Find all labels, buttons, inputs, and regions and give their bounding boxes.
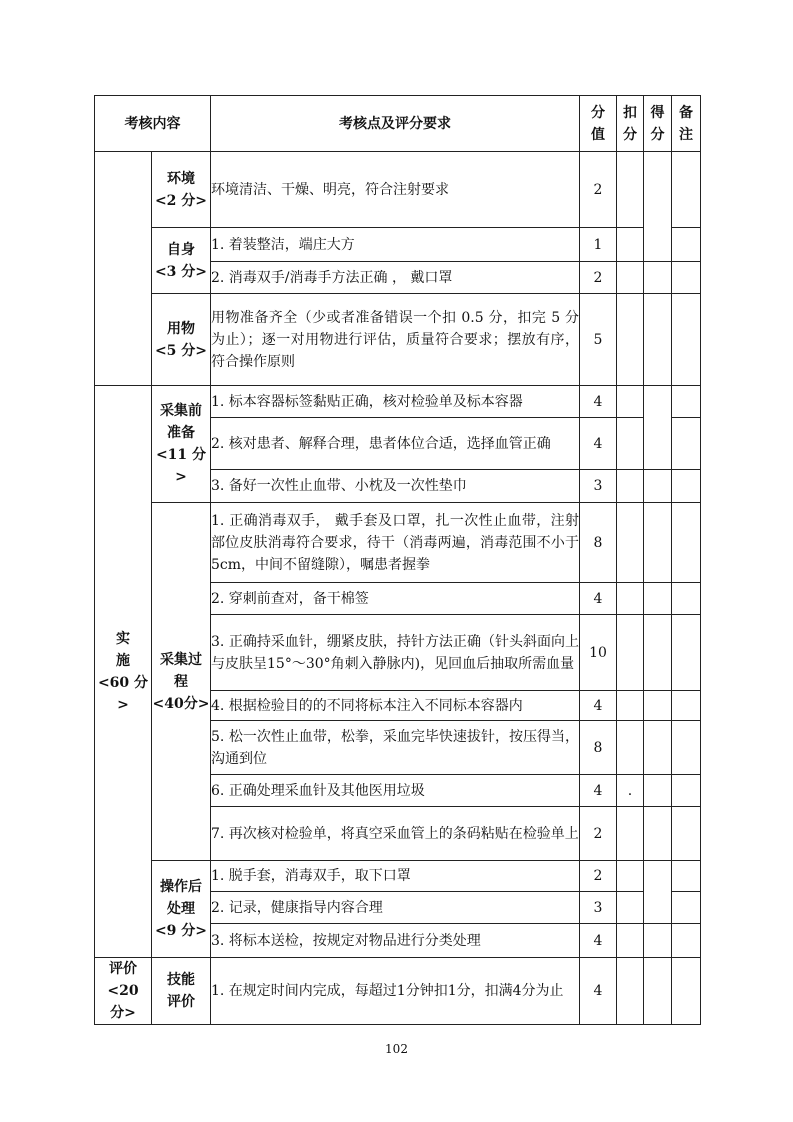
table-row [95,152,701,228]
header-criteria: 考核点及评分要求 [211,96,580,152]
note-cell [672,807,701,861]
proc-score-1: 8 [580,503,617,583]
note-cell [672,615,701,691]
got-cell [644,721,672,775]
proc-criteria-2: 2. 穿刺前查对，备干棉签 [211,583,580,615]
deduct-cell [617,691,644,721]
note-cell [672,775,701,807]
proc-criteria-3: 3. 正确持采血针，绷紧皮肤，持针方法正确（针头斜面向上与皮肤呈15°～30°角刺入静脉内)，见回血后抽取所需血量 [211,615,580,691]
post-score-3: 4 [580,924,617,958]
note-cell [672,503,701,583]
prep-section-blank [95,152,152,386]
got-cell [644,775,672,807]
pre-score-3: 3 [580,470,617,503]
post-score-2: 3 [580,892,617,924]
proc-score-4: 4 [580,691,617,721]
pre-score-2: 4 [580,418,617,470]
deduct-cell [617,503,644,583]
self-score-2: 2 [580,262,617,294]
eval-section-label: 评价<20 分> [95,958,152,1025]
deduct-cell [617,294,644,386]
eval-sub-label: 技能 评价 [152,958,211,1025]
proc-score-3: 10 [580,615,617,691]
header-note: 备 注 [672,96,701,152]
env-criteria: 环境清洁、干燥、明亮，符合注射要求 [211,152,580,228]
got-cell [644,470,672,503]
note-cell [672,721,701,775]
table-row [95,386,701,418]
got-cell [644,691,672,721]
eval-score-1: 4 [580,958,617,1025]
proc-score-7: 2 [580,807,617,861]
pre-criteria-1: 1. 标本容器标签黏贴正确，核对检验单及标本容器 [211,386,580,418]
note-cell [672,386,701,418]
deduct-cell [617,958,644,1025]
header-deduct: 扣 分 [617,96,644,152]
proc-score-5: 8 [580,721,617,775]
got-cell [644,294,672,386]
deduct-cell [617,228,644,262]
note-cell [672,470,701,503]
table-row [95,503,701,583]
post-score-1: 2 [580,861,617,892]
self-criteria-2: 2. 消毒双手/消毒手方法正确 ， 戴口罩 [211,262,580,294]
proc-criteria-4: 4. 根据检验目的的不同将标本注入不同标本容器内 [211,691,580,721]
impl-section-label: 实 施 <60 分> [95,386,152,958]
note-cell [672,861,701,892]
table-row [95,294,701,386]
pre-score-1: 4 [580,386,617,418]
eval-criteria-1: 1. 在规定时间内完成，每超过1分钟扣1分，扣满4分为止 [211,958,580,1025]
note-cell [672,228,701,262]
self-score-1: 1 [580,228,617,262]
got-cell [644,152,672,262]
goods-criteria: 用物准备齐全（少或者准备错误一个扣 0.5 分，扣完 5 分为止）；逐一对用物进行评估，质量符合要求；摆放有序，符合操作原则 [211,294,580,386]
deduct-cell [617,861,644,892]
note-cell [672,892,701,924]
got-cell [644,807,672,861]
note-cell [672,152,701,228]
got-cell [644,262,672,294]
table-row [95,861,701,892]
deduct-cell [617,721,644,775]
note-cell [672,294,701,386]
post-label: 操作后 处理 <9 分> [152,861,211,958]
got-cell [644,386,672,470]
scoring-table [94,95,701,1025]
env-score: 2 [580,152,617,228]
pre-label: 采集前 准备 <11 分> [152,386,211,503]
note-cell [672,924,701,958]
self-criteria-1: 1. 着装整洁，端庄大方 [211,228,580,262]
post-criteria-1: 1. 脱手套，消毒双手，取下口罩 [211,861,580,892]
proc-label: 采集过 程 <40分> [152,503,211,861]
header-content: 考核内容 [95,96,211,152]
self-label: 自身 <3 分> [152,228,211,294]
pre-criteria-3: 3. 备好一次性止血带、小枕及一次性垫巾 [211,470,580,503]
note-cell [672,583,701,615]
got-cell [644,583,672,615]
proc-criteria-1: 1. 正确消毒双手， 戴手套及口罩，扎一次性止血带，注射部位皮肤消毒符合要求，待干（消毒两遍，消毒范围不小于 5cm，中间不留缝隙），嘱患者握拳 [211,503,580,583]
deduct-cell [617,892,644,924]
got-cell [644,924,672,958]
deduct-cell [617,386,644,418]
header-score: 分 值 [580,96,617,152]
post-criteria-2: 2. 记录，健康指导内容合理 [211,892,580,924]
deduct-cell [617,807,644,861]
note-cell [672,691,701,721]
note-cell [672,958,701,1025]
deduct-cell [617,615,644,691]
deduct-cell [617,152,644,228]
header-got: 得 分 [644,96,672,152]
post-criteria-3: 3. 将标本送检，按规定对物品进行分类处理 [211,924,580,958]
got-cell [644,503,672,583]
table-row [95,228,701,262]
deduct-cell [617,470,644,503]
proc-criteria-7: 7. 再次核对检验单，将真空采血管上的条码粘贴在检验单上 [211,807,580,861]
deduct-cell [617,418,644,470]
proc-criteria-5: 5. 松一次性止血带，松拳，采血完毕快速拔针，按压得当，沟通到位 [211,721,580,775]
proc-score-2: 4 [580,583,617,615]
got-cell [644,958,672,1025]
header-row [95,96,701,152]
note-cell [672,418,701,470]
page-number: 102 [385,1042,408,1056]
got-cell [644,861,672,924]
got-cell [644,615,672,691]
deduct-cell [617,262,644,294]
proc-criteria-6: 6. 正确处理采血针及其他医用垃圾 [211,775,580,807]
deduct-cell [617,924,644,958]
goods-score: 5 [580,294,617,386]
pre-criteria-2: 2. 核对患者、解释合理，患者体位合适，选择血管正确 [211,418,580,470]
goods-label: 用物 <5 分> [152,294,211,386]
note-cell [672,262,701,294]
deduct-cell [617,583,644,615]
proc-score-6: 4 [580,775,617,807]
env-label: 环境 <2 分> [152,152,211,228]
table-row [95,958,701,1025]
deduct-cell-mark: . [617,775,644,807]
